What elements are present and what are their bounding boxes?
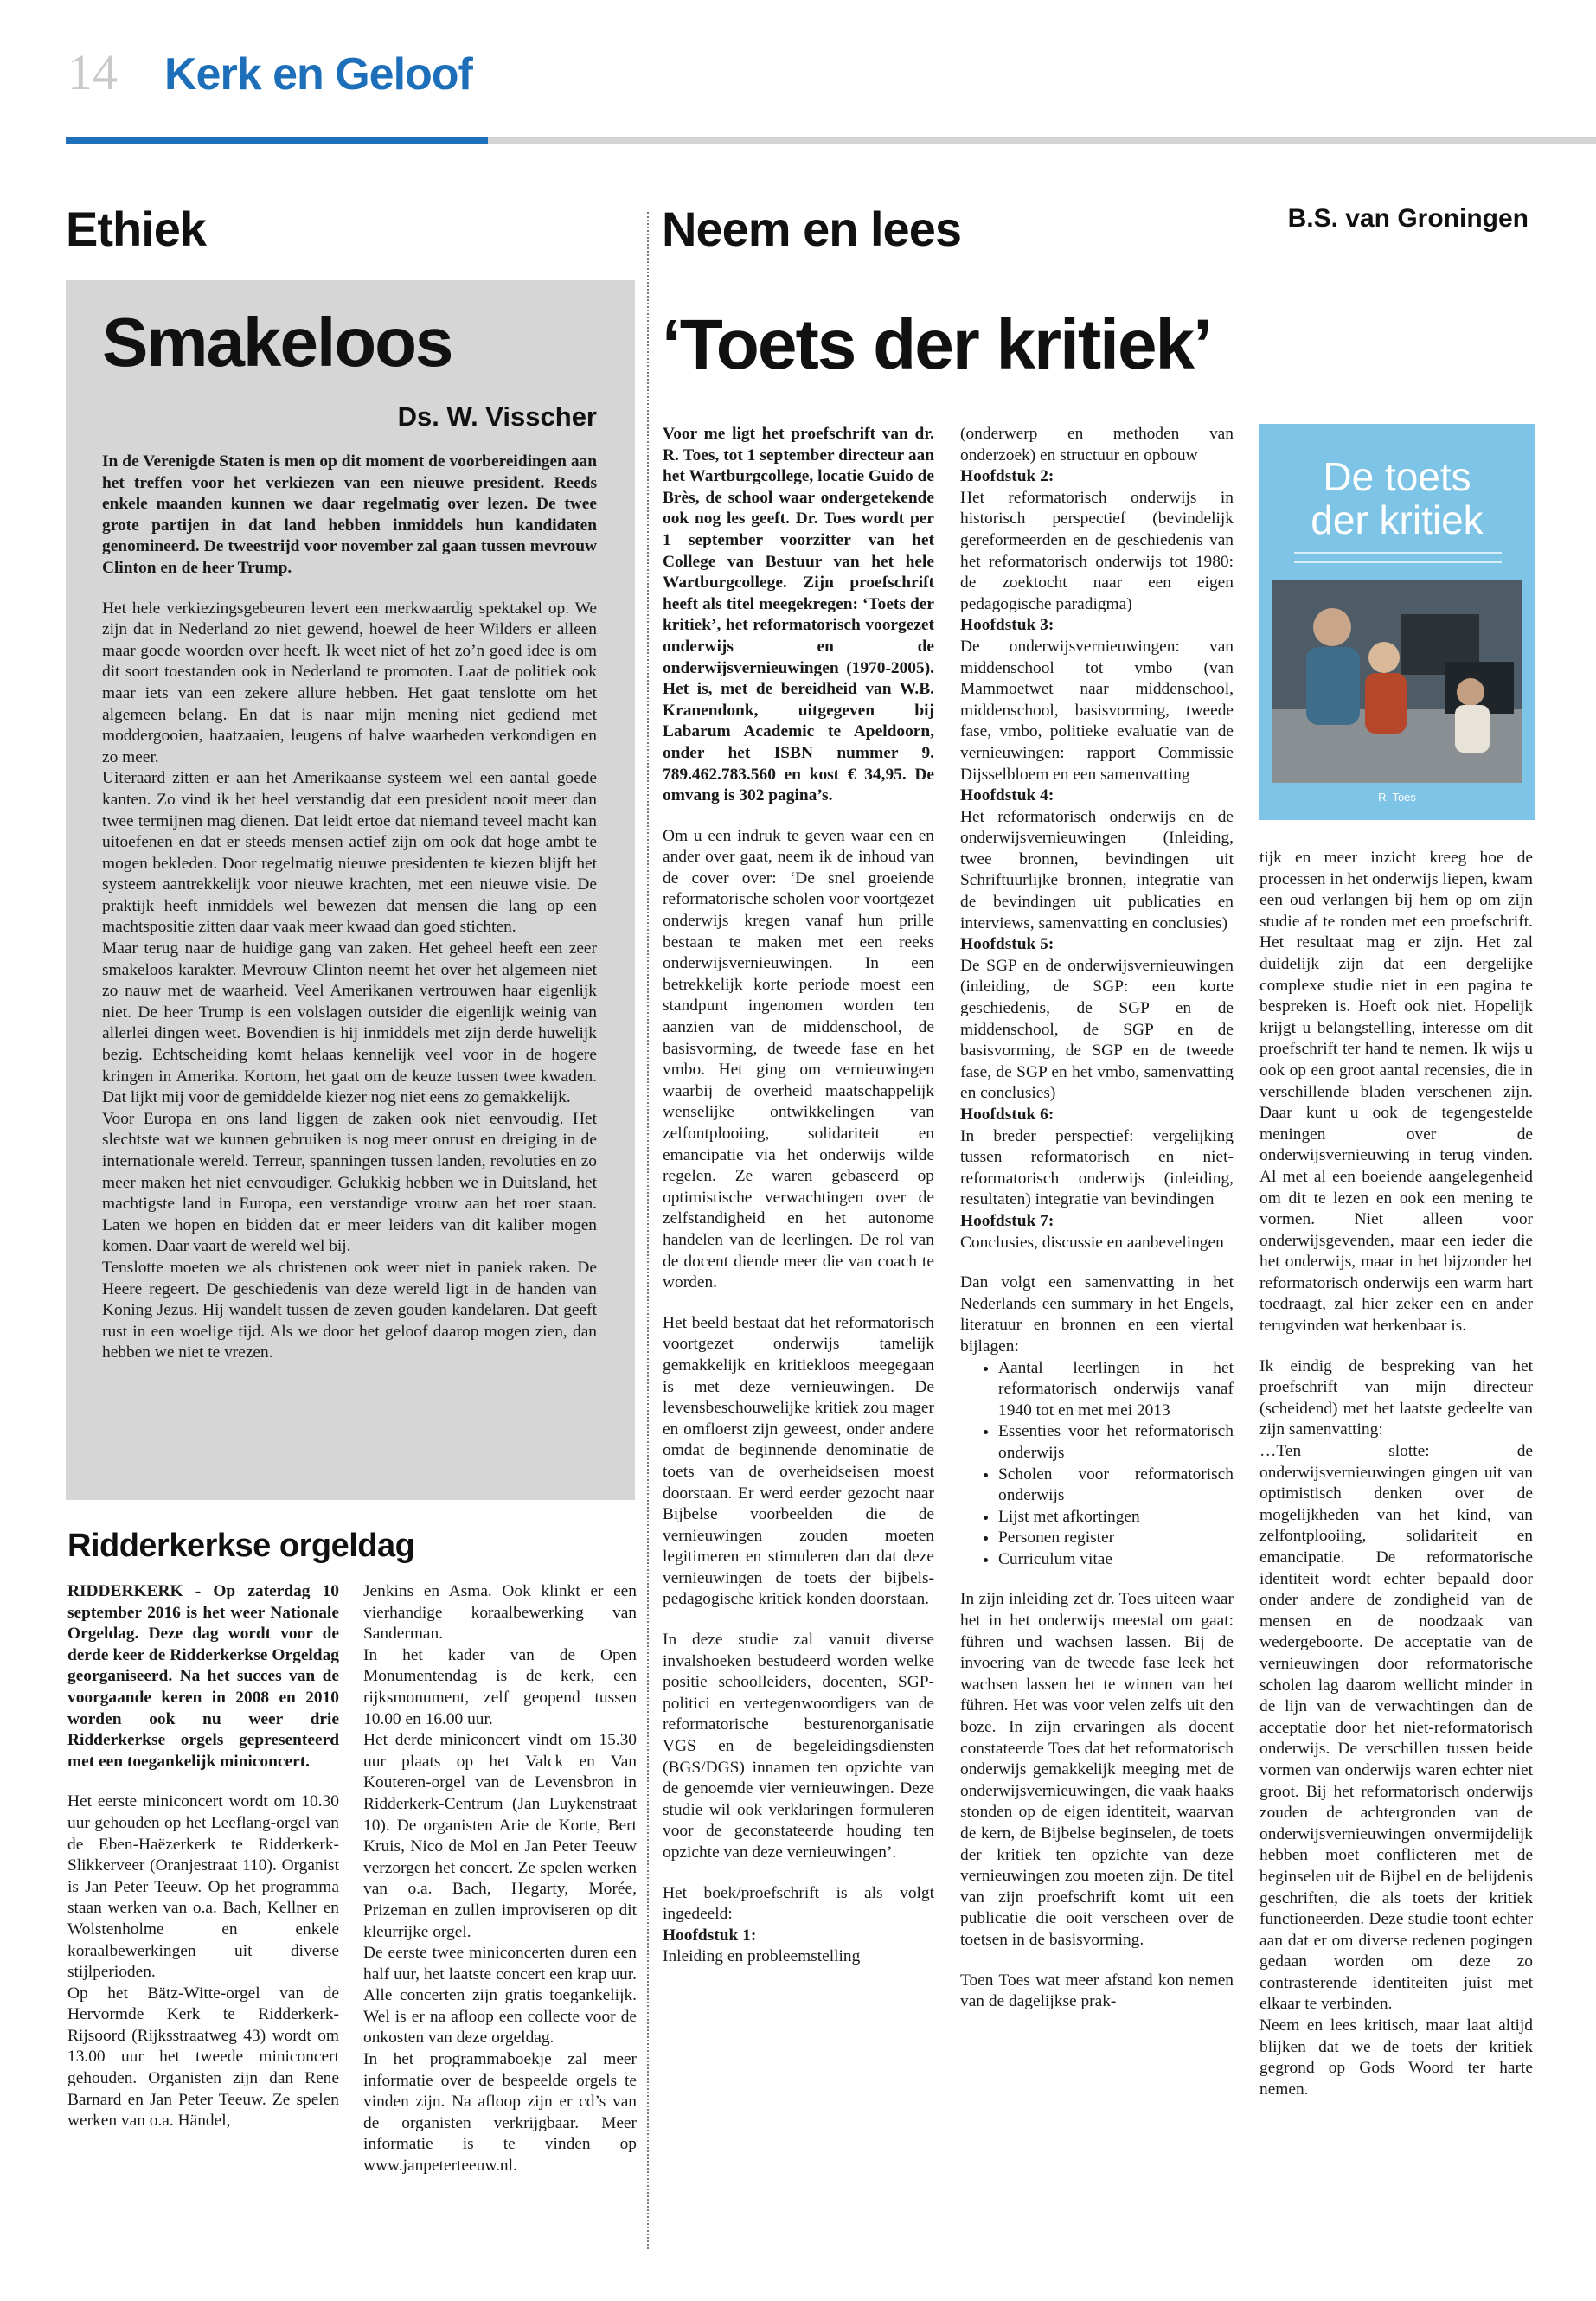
list-item: • Essenties voor het reformatorisch onderwijs (998, 1421, 1234, 1464)
paragraph: Het reformatorisch onderwijs en de onderwijsvernieuwingen (Inleiding, twee bronnen, bevindingen uit Schriftuurlijke bronnen, integratie van de bevindingen uit publicaties en interviews, samenvatting en conclusies) (960, 807, 1234, 933)
list-item: • Aantal leerlingen in het reformatorisch onderwijs vanaf 1940 tot en met mei 2013 (998, 1358, 1234, 1422)
paragraph: (onderwerp en methoden van onderzoek) en structuur en opbouw (960, 425, 1234, 465)
paragraph: De onderwijsvernieuwingen: van middenschool tot vmbo (van Mammoetwet naar middenschool, middenschool, basisvorming, tweede fase, vmbo, politieke evaluatie van de vernieuwingen: rapport Commissie Dijsselbloem en een samenvatting (960, 637, 1234, 784)
column-divider (647, 212, 649, 2249)
list-item: • Curriculum vitae (998, 1549, 1234, 1571)
chapter-heading: Hoofdstuk 7: (960, 1211, 1054, 1230)
cover-photo (1272, 580, 1522, 783)
orgeldag-column-2 (363, 1581, 637, 2177)
ethiek-article-box (66, 280, 635, 1500)
article-title-smakeloos: Smakeloos (102, 304, 452, 381)
article-lead: In de Verenigde Staten is men op dit moment de voorbereidingen aan het treffen voor het verkiezen van een nieuwe president. Reeds enkele maanden kunnen we daar regelmatig over lezen. De twee grote partijen in dat land hebben inmiddels hun kandidaten genomineerd. De tweestrijd voor november zal gaan tussen mevrouw Clinton en de heer Trump. (102, 452, 597, 577)
list-item: • Lijst met afkortingen (998, 1507, 1234, 1529)
cover-author: R. Toes (1378, 791, 1416, 804)
paragraph: Neem en lees kritisch, maar laat altijd blijken dat we de toets der kritiek gegrond op Gods Woord ter harte nemen. (1259, 2016, 1533, 2099)
review-column-2 (960, 424, 1234, 2013)
author-byline: Ds. W. Visscher (397, 401, 597, 432)
paragraph: Ik eindig de bespreking van het proefschrift van mijn directeur (scheidend) met het laatste gedeelte van zijn samenvatting: (1259, 1356, 1533, 1439)
paragraph: In het kader van de Open Monumentendag is de kerk, een rijksmonument, zelf geopend tussen 10.00 en 16.00 uur. (363, 1645, 637, 1728)
paragraph: tijk en meer inzicht kreeg hoe de processen in het onderwijs liepen, kwam een oud verlangen bij hem op om zijn studie af te ronden met een proefschrift. Het resultaat mag er zijn. Het zal duidelijk zijn dat een dergelijke complexe studie niet in een pagina te bespreken is. Hoeft ook niet. Hopelijk krijgt u belangstelling, interesse om dit proefschrift ter hand te nemen. Ik wijs u ook op een groot aantal recensies, die in verschillende bladen verschenen zijn. Daar kunt u ook de tegengestelde meningen over de onderwijsvernieuwing in terug vinden. Al met al een boeiende aangelegenheid om dit te lezen en ook een mening te vormen. Niet alleen voor onderwijsgevenden, maar een ieder die het onderwijs, maar in het bijzonder het reformatorisch onderwijs een warm hart toedraagt, zal hier zeker een en ander terugvinden wat herkenbaar is. (1259, 849, 1533, 1336)
paragraph: Het eerste miniconcert wordt om 10.30 uur gehouden op het Leeflang-orgel van de Eben-Haëzerkerk te Ridderkerk-Slikkerveer (Oranjestraat 110). Organist is Jan Peter Teeuw. Op het programma staan werken van o.a. Bach, Kellner en Wolstenholme en enkele koraalbewerkingen uit diverse stijlperioden. (67, 1792, 339, 1982)
article-title-toets: ‘Toets der kritiek’ (662, 305, 1211, 384)
book-cover-image (1259, 424, 1535, 820)
paragraph: Om u een indruk te geven waar een en ander over gaat, neem ik de inhoud van de cover over: ‘De snel groeiende reformatorische scholen voor voortgezet onderwijs kregen vanaf hun prille bestaan te maken met een reeks onderwijsvernieuwingen. In een betrekkelijk korte periode moest een standpunt ingenomen worden ten aanzien van de middenschool, de basisvorming, de tweede fase en het vmbo. Het ging om vernieuwingen waarbij de overheid maatschappelijk wenselijke ontwikkelingen van zelfontplooiing, solidariteit en emancipatie via het onderwijs wilde regelen. Ze waren gebaseerd op optimistische verwachtingen over de zelfstandigheid en het autonome handelen van de leerlingen. De rol van de docent diende meer die van coach te worden. (663, 826, 934, 1292)
review-column-1 (663, 424, 934, 1968)
paragraph: Het boek/proefschrift is als volgt ingedeeld: (663, 1883, 934, 1924)
orgeldag-column-1 (67, 1581, 339, 2132)
paragraph: Uiteraard zitten er aan het Amerikaanse systeem wel een aantal goede kanten. Zo vind ik het heel verstandig dat een president nooit meer dan twee termijnen mag dienen. Dat leidt ertoe dat niemand teveel macht kan uitoefenen en dat er steeds mensen actief zijn om ook dat hoge ambt te mogen bekleden. Door regelmatig nieuwe presidenten te kiezen blijft het systeem aantrekkelijk voor nieuwe krachten, met een nieuwe visie. De praktijk heeft inmiddels wel bewezen dat mensen die lang op een machtspositie zitten daar vaak meer kwaad dan goed stichten. (102, 769, 597, 937)
cover-title-line1: De toets (1323, 454, 1471, 499)
paragraph: Conclusies, discussie en aanbevelingen (960, 1233, 1224, 1252)
paragraph: Het hele verkiezingsgebeuren levert een merkwaardig spektakel op. We zijn dat in Nederland zo niet gewend, hoewel de heer Wilders er alleen maar goede woorden over heeft. Ik weet niet of het zo’n goed idee is om dit soort toestanden ook in Nederland te promoten. Laat de politiek ook maar iets van een zekere allure hebben. Het gaat tenslotte om het algemeen belang. En dat is naar mijn mening niet gediend met moddergooien, haatzaaien, leugens of halve waarheden verkondigen en zo meer. (102, 599, 597, 766)
paragraph: Maar terug naar de huidige gang van zaken. Het geheel heeft een zeer smakeloos karakter. Mevrouw Clinton neemt het over het algemeen niet zo nauw met de waarheid. Veel Amerikanen vertrouwen haar eigenlijk niet. De heer Trump is een volslagen outsider die eigenlijk weinig van allerlei dingen weet. Bovendien is hij inmiddels met zijn derde huwelijk bezig. Echtscheiding komt helaas kennelijk veel voor in de hogere kringen in Amerika. Kortom, het gaat om de keuze tussen twee kwaden. Dat lijkt mij voor de gemiddelde kiezer nog niet eens zo gemakkelijk. (102, 939, 597, 1107)
orgeldag-lead: RIDDERKERK - Op zaterdag 10 september 2016 is het weer Nationale Orgeldag. Deze dag wordt voor de derde keer de Ridderkerkse Orgeldag georganiseerd. Na het succes van de voorgaande keren in 2008 en 2010 worden ook nu weer drie Ridderkerkse orgels gepresenteerd met een toegankelijk miniconcert. (67, 1582, 339, 1771)
cover-subtitle-rule (1294, 561, 1502, 563)
paragraph: In breder perspectief: vergelijking tussen reformatorisch en niet-reformatorisch onderwijs (inleiding, resultaten) integratie van bevindingen (960, 1126, 1234, 1209)
paragraph: In deze studie zal vanuit diverse invalshoeken bestudeerd worden welke positie schoolleiders, docenten, SGP-politici en vertegenwoordigers van de reformatorische besturenorganisatie VGS en de begeleidingsdiensten (BGS/DGS) innamen ten opzichte van de genoemde vier vernieuwingen. Deze studie wil ook verklaringen formuleren voor de geconstateerde houding ten opzichte van deze vernieuwingen’. (663, 1631, 934, 1862)
paragraph: Het reformatorisch onderwijs in historisch perspectief (bevindelijk gereformeerden en de geschiedenis van het reformatorisch onderwijs tot 1980: de zoektocht naar een eigen pedagogische paradigma) (960, 488, 1234, 613)
paragraph: Het beeld bestaat dat het reformatorisch voortgezet onderwijs tamelijk gemakkelijk en kritiekloos meegegaan is met deze vernieuwingen. De levensbeschouwelijke kritiek zou mager en omfloerst zijn geweest, onder andere omdat de beginnende denominatie de toets van de overheidseisen moest doorstaan. Er werd eerder gezocht naar Bijbelse voorbeelden die de vernieuwingen zouden moeten legitimeren en stimuleren dan dat deze vernieuwingen de toets der bijbels-pedagogische kritiek konden doorstaan. (663, 1313, 934, 1609)
header-rule-accent (66, 137, 488, 144)
list-item: • Scholen voor reformatorisch onderwijs (998, 1465, 1234, 1507)
chapter-heading: Hoofdstuk 2: (960, 467, 1054, 486)
ethiek-body (102, 452, 597, 1364)
kicker-neem-en-lees: Neem en lees (662, 202, 961, 256)
cover-title-line2: der kritiek (1311, 497, 1484, 542)
paragraph: Inleiding en probleemstelling (663, 1947, 861, 1966)
paragraph: In het programmaboekje zal meer informatie over de bespeelde orgels te vinden zijn. Na afloop zijn er cd’s van de organisten verkrijgbaar. Meer informatie is te vinden op www.janpeterteeuw.nl. (363, 2050, 637, 2176)
orgeldag-title: Ridderkerkse orgeldag (67, 1528, 415, 1564)
paragraph: Toen Toes wat meer afstand kon nemen van de dagelijkse prak- (960, 1971, 1234, 2011)
paragraph: In zijn inleiding zet dr. Toes uiteen waar het in het onderwijs meestal om gaat: führen und wachsen lassen. Bij de invoering van de tweede fase leek het wachsen lassen het te winnen van het führen. Het was voor velen zelfs uit den boze. In zijn ervaringen als docent constateerde Toes dat het reformatorisch onderwijs gemakkelijk meeging met de onderwijsvernieuwingen, die vaak haaks stonden op de eigen identiteit, waarvan de kern, de Bijbelse beginselen, de toets der kritiek ten opzichte van deze vernieuwingen zou moeten zijn. De titel van zijn proefschrift komt uit een publicatie die ooit verscheen over de toetsen in de basisvorming. (960, 1590, 1234, 1949)
author-byline: B.S. van Groningen (1287, 204, 1529, 233)
appendix-list (960, 1358, 1234, 1571)
page-number: 14 (67, 44, 118, 100)
paragraph: Tenslotte moeten we als christenen ook weer niet in paniek raken. De Heere regeert. De geschiedenis van deze wereld ligt in de handen van Koning Jezus. Hij wandelt tussen de zeven gouden kandelaren. Dat geeft rust in een woelige tijd. Als we door het geloof daarop mogen zien, dan hebben we niet te vrezen. (102, 1258, 597, 1362)
chapter-heading: Hoofdstuk 1: (663, 1926, 757, 1945)
chapter-heading: Hoofdstuk 4: (960, 786, 1054, 805)
paragraph: Dan volgt een samenvatting in het Nederlands een summary in het Engels, literatuur en bronnen en een viertal bijlagen: (960, 1273, 1234, 1356)
paragraph: Jenkins en Asma. Ook klinkt er een vierhandige koraalbewerking van Sanderman. (363, 1582, 637, 1644)
paragraph: Voor Europa en ons land liggen de zaken ook niet eenvoudig. Het slechtste wat we kunnen gebruiken is nog meer onrust en dreiging in de internationale wereld. Terreur, spanningen tussen landen, revoluties en zo meer maken het niet eenvoudiger. Gelukkig hebben we in Duitsland, het machtigste land in Europa, een verstandige vrouw aan het roer staan. Laten we hopen en bidden dat er meer leiders van dit kaliber mogen komen. Daar vaart de wereld wel bij. (102, 1109, 597, 1256)
paragraph: Op het Bätz-Witte-orgel van de Hervormde Kerk te Ridderkerk-Rijsoord (Rijksstraatweg 43) wordt om 13.00 uur het tweede miniconcert gehouden. Organisten zijn dan Rene Barnard en Jan Peter Teeuw. Ze spelen werken van o.a. Händel, (67, 1984, 339, 2131)
review-column-3 (1259, 848, 1533, 2100)
paragraph: Het derde miniconcert vindt om 15.30 uur plaats op het Valck en Van Kouteren-orgel van de Levensbron in Ridderkerk-Centrum (Jan Luykenstraat 10). De organisten Arie de Korte, Bert Kruis, Nico de Mol en Jan Peter Teeuw verzorgen het concert. Ze spelen werken van o.a. Bach, Hegarty, Morée, Prizeman en zullen improviseren op dit kleurrijke orgel. (363, 1731, 637, 1941)
paragraph: …Ten slotte: de onderwijsvernieuwingen gingen uit van optimistisch denken over de mogelijkheden van het kind, van zelfontplooiing, solidariteit en emancipatie. De reformatorische identiteit wordt echter bepaald door onder andere de zondigheid van de mensen en de noodzaak van wedergeboorte. De acceptatie van de vernieuwingen door reformatorische scholen lag daarom wellicht minder in de lijn van de verwachtingen dan de acceptatie door het niet-reformatorisch onderwijs. De verschillen tussen beide vormen van onderwijs waren echter niet groot. Bij het reformatorisch onderwijs zouden de achtergronden van de onderwijsvernieuwingen onvermijdelijk hebben moet conflicteren met de beginselen uit de Bijbel en de belijdenis geschriften, die als toets der kritiek functioneerden. Deze studie toont echter aan dat er om diverse redenen pogingen gedaan worden om deze zo contrasterende identiteiten juist met elkaar te verbinden. (1259, 1442, 1533, 2014)
chapter-heading: Hoofdstuk 3: (960, 616, 1054, 635)
header-rule (488, 137, 1596, 144)
chapter-heading: Hoofdstuk 5: (960, 935, 1054, 954)
section-title: Kerk en Geloof (164, 49, 472, 99)
cover-subtitle-rule (1294, 552, 1502, 554)
paragraph: De eerste twee miniconcerten duren een half uur, het laatste concert een krap uur. Alle concerten zijn gratis toegankelijk. Wel is er na afloop een collecte voor de onkosten van deze orgeldag. (363, 1944, 637, 2048)
kicker-ethiek: Ethiek (66, 202, 207, 256)
chapter-heading: Hoofdstuk 6: (960, 1106, 1054, 1124)
list-item: • Personen register (998, 1528, 1234, 1549)
paragraph: De SGP en de onderwijsvernieuwingen (inleiding, de SGP: een korte geschiedenis, de SGP en de middenschool, de SGP en de basisvorming, de SGP en de tweede fase, de SGP en het vmbo, samenvatting en conclusies) (960, 956, 1234, 1103)
review-lead: Voor me ligt het proefschrift van dr. R. Toes, tot 1 september directeur aan het Wartburgcollege, locatie Guido de Brès, de school waar ondergetekende ook nog les geeft. Dr. Toes wordt per 1 september voorzitter van het College van Bestuur van het hele Wartburgcollege. Zijn proefschrift heeft als titel meegekregen: ‘Toets der kritiek’, het reformatorisch voorgezet onderwijs en de onderwijsvernieuwingen (1970-2005). Het is, met de bereidheid van W.B. Kranendonk, uitgegeven bij Labarum Academic te Apeldoorn, onder het ISBN nummer 9. 789.462.783.560 en kost € 34,95. De omvang is 302 pagina’s. (663, 425, 934, 805)
